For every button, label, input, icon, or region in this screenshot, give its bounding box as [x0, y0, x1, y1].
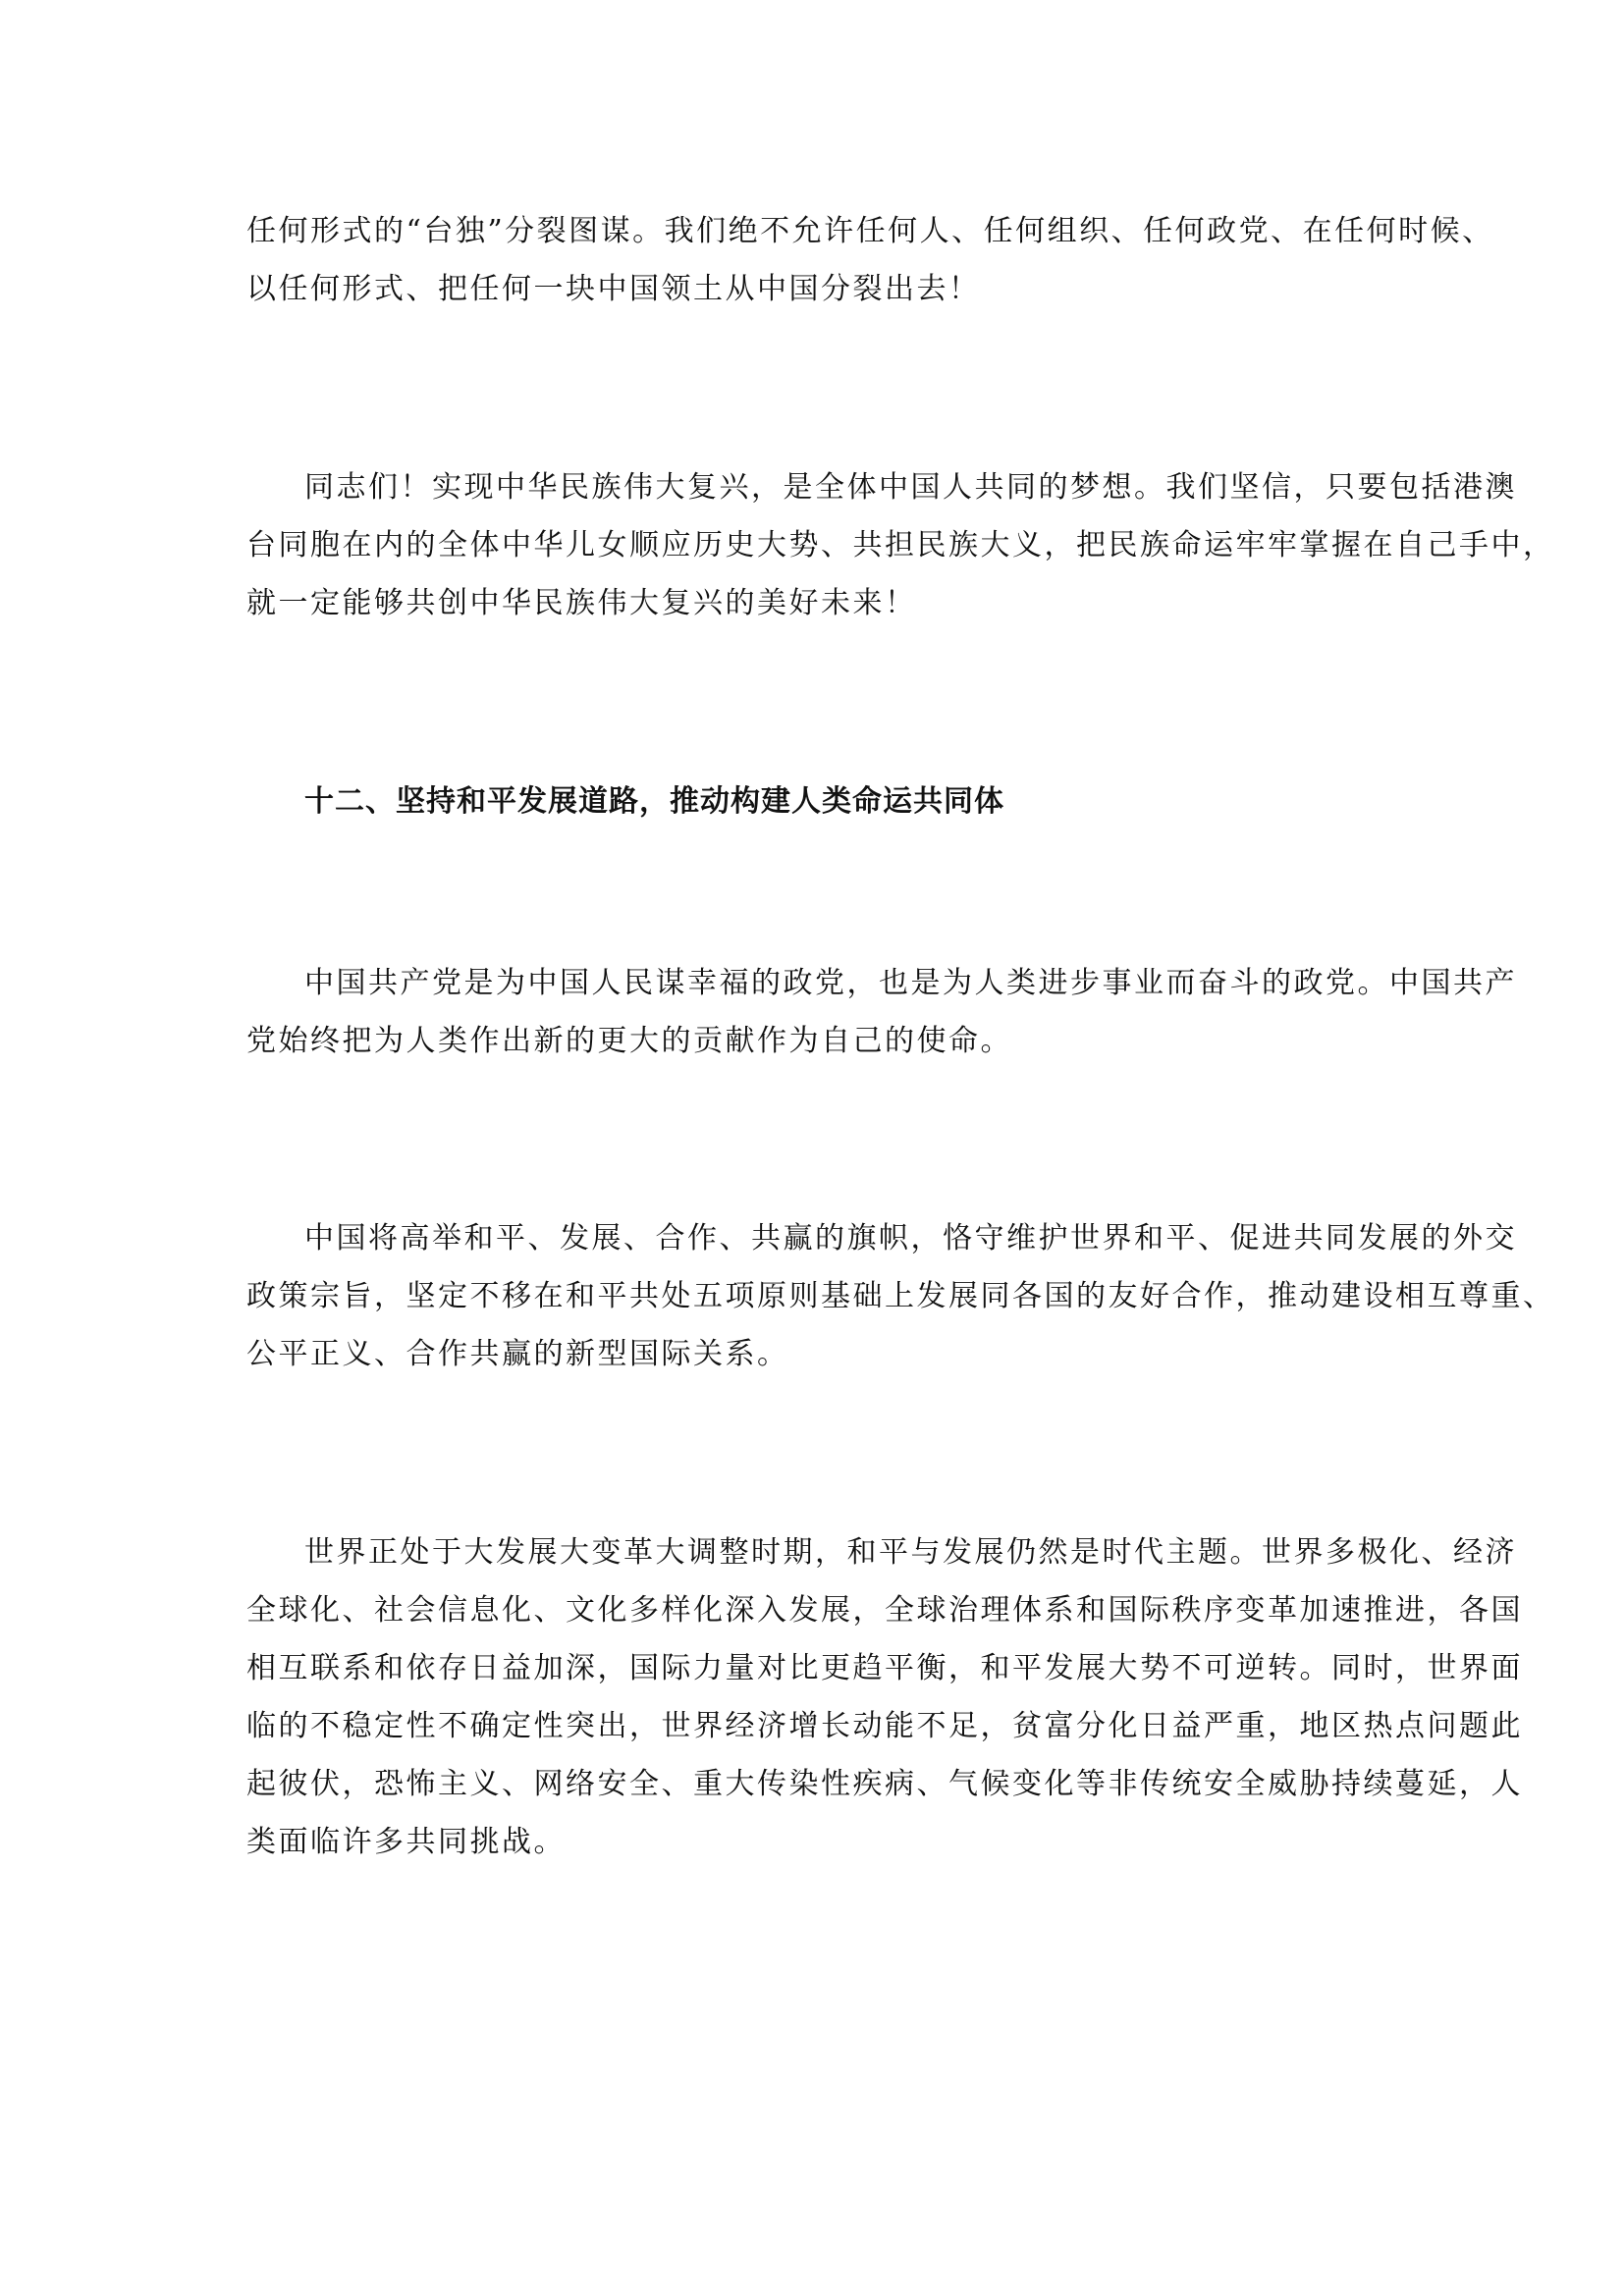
paragraph-line: 党始终把为人类作出新的更大的贡献作为自己的使命。 [246, 1024, 1012, 1058]
paragraph-line: 同志们！实现中华民族伟大复兴，是全体中国人共同的梦想。我们坚信，只要包括港澳 [304, 470, 1517, 505]
paragraph-line: 全球化、社会信息化、文化多样化深入发展，全球治理体系和国际秩序变革加速推进，各国 [246, 1593, 1523, 1628]
paragraph-line: 公平正义、合作共赢的新型国际关系。 [246, 1337, 789, 1371]
paragraph-line: 政策宗旨，坚定不移在和平共处五项原则基础上发展同各国的友好合作，推动建设相互尊重、 [246, 1279, 1555, 1313]
paragraph-line: 起彼伏，恐怖主义、网络安全、重大传染性疾病、气候变化等非传统安全威胁持续蔓延，人 [246, 1767, 1523, 1801]
paragraph-line: 任何形式的“台独”分裂图谋。我们绝不允许任何人、任何组织、任何政党、在任何时候、 [246, 214, 1494, 248]
paragraph-line: 世界正处于大发展大变革大调整时期，和平与发展仍然是时代主题。世界多极化、经济 [304, 1535, 1517, 1570]
section-heading: 十二、坚持和平发展道路，推动构建人类命运共同体 [304, 784, 1004, 819]
paragraph-line: 台同胞在内的全体中华儿女顺应历史大势、共担民族大义，把民族命运牢牢掌握在自己手中， [246, 528, 1555, 562]
paragraph-line: 中国将高举和平、发展、合作、共赢的旗帜，恪守维护世界和平、促进共同发展的外交 [304, 1221, 1517, 1255]
paragraph-line: 临的不稳定性不确定性突出，世界经济增长动能不足，贫富分化日益严重，地区热点问题此 [246, 1709, 1523, 1743]
paragraph-line: 以任何形式、把任何一块中国领土从中国分裂出去！ [246, 272, 981, 306]
paragraph-line: 就一定能够共创中华民族伟大复兴的美好未来！ [246, 586, 917, 620]
paragraph-line: 类面临许多共同挑战。 [246, 1825, 566, 1859]
paragraph-line: 中国共产党是为中国人民谋幸福的政党，也是为人类进步事业而奋斗的政党。中国共产 [304, 966, 1517, 1000]
paragraph-line: 相互联系和依存日益加深，国际力量对比更趋平衡，和平发展大势不可逆转。同时，世界面 [246, 1651, 1523, 1685]
